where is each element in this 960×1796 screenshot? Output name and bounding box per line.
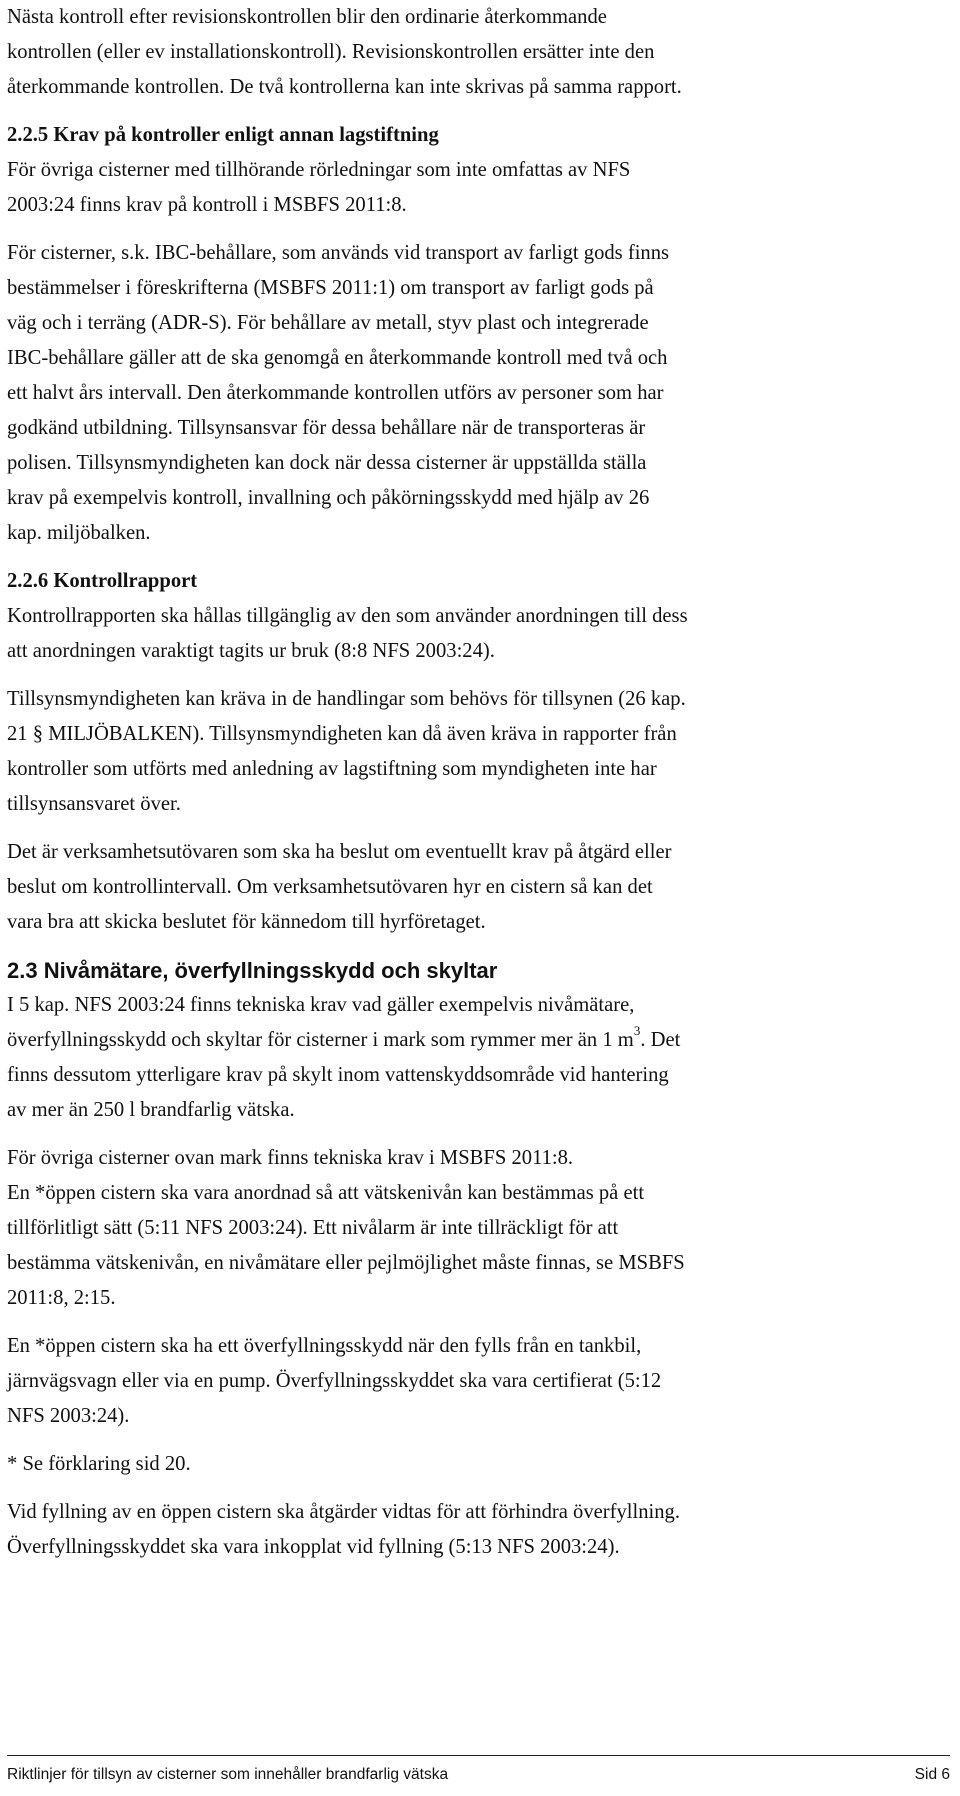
text-line: NFS 2003:24).: [7, 1405, 130, 1427]
text-line: vara bra att skicka beslutet för kännedom till hyrföretaget.: [7, 911, 486, 933]
footer-title: Riktlinjer för tillsyn av cisterner som innehåller brandfarlig vätska: [7, 1766, 449, 1783]
document-body: [7, 0, 953, 1578]
text-line: bestämma vätskenivån, en nivåmätare eller pejlmöjlighet måste finnas, se MSBFS: [7, 1252, 685, 1274]
text-line: 21 § MILJÖBALKEN). Tillsynsmyndigheten kan då även kräva in rapporter från: [7, 723, 677, 745]
text-line: För cisterner, s.k. IBC-behållare, som används vid transport av farligt gods finns: [7, 242, 670, 264]
superscript: 3: [633, 1023, 641, 1039]
paragraph: [7, 682, 953, 822]
text-line: För övriga cisterner ovan mark finns tekniska krav i MSBFS 2011:8.: [7, 1147, 574, 1169]
text-line: Kontrollrapporten ska hållas tillgänglig av den som använder anordningen till dess: [7, 605, 688, 627]
text-line: ett halvt års intervall. Den återkommande kontrollen utförs av personer som har: [7, 382, 664, 404]
page-footer: [7, 1755, 950, 1787]
text-line: 2011:8, 2:15.: [7, 1287, 116, 1309]
paragraph: [7, 599, 953, 669]
text-line: finns dessutom ytterligare krav på skylt inom vattenskyddsområde vid hantering: [7, 1064, 669, 1086]
heading-2-2-5: 2.2.5 Krav på kontroller enligt annan lagstiftning: [7, 124, 439, 146]
paragraph: [7, 988, 953, 1128]
intro-paragraph: [7, 0, 953, 105]
text-line: polisen. Tillsynsmyndigheten kan dock när dessa cisterner är uppställda ställa: [7, 452, 647, 474]
text-line: krav på exempelvis kontroll, invallning och påkörningsskydd med hjälp av 26: [7, 487, 650, 509]
text-line: kap. miljöbalken.: [7, 522, 151, 544]
text-segment: överfyllningsskydd och skyltar för cisterner i mark som rymmer mer än 1 m: [7, 1029, 634, 1051]
text-line: Vid fyllning av en öppen cistern ska åtgärder vidtas för att förhindra överfyllning.: [7, 1501, 681, 1523]
text-line: tillsynsansvaret över.: [7, 793, 181, 815]
page-number: Sid 6: [914, 1766, 950, 1783]
text-line: I 5 kap. NFS 2003:24 finns tekniska krav vad gäller exempelvis nivåmätare,: [7, 994, 635, 1016]
text-line: Nästa kontroll efter revisionskontrollen blir den ordinarie återkommande: [7, 6, 607, 28]
text-line: tillförlitligt sätt (5:11 NFS 2003:24). Ett nivålarm är inte tillräckligt för att: [7, 1217, 619, 1239]
text-segment: . Det: [640, 1029, 681, 1051]
paragraph: [7, 1329, 953, 1434]
text-line: godkänd utbildning. Tillsynsansvar för dessa behållare när de transporteras är: [7, 417, 646, 439]
text-line: 2003:24 finns krav på kontroll i MSBFS 2011:8.: [7, 194, 407, 216]
text-line: kontrollen (eller ev installationskontroll). Revisionskontrollen ersätter inte den: [7, 41, 655, 63]
text-line: Tillsynsmyndigheten kan kräva in de handlingar som behövs för tillsynen (26 kap.: [7, 688, 686, 710]
paragraph: [7, 1495, 953, 1565]
text-line: kontroller som utförts med anledning av lagstiftning som myndigheten inte har: [7, 758, 657, 780]
text-line: återkommande kontrollen. De två kontrollerna kan inte skrivas på samma rapport.: [7, 76, 682, 98]
text-line: [7, 1023, 953, 1058]
paragraph: [7, 153, 953, 223]
paragraph: [7, 1141, 953, 1316]
text-line: Det är verksamhetsutövaren som ska ha beslut om eventuellt krav på åtgärd eller: [7, 841, 672, 863]
text-line: IBC-behållare gäller att de ska genomgå en återkommande kontroll med två och: [7, 347, 668, 369]
text-line: järnvägsvagn eller via en pump. Överfyllningsskyddet ska vara certifierat (5:12: [7, 1370, 662, 1392]
paragraph: [7, 236, 953, 551]
text-line: * Se förklaring sid 20.: [7, 1453, 191, 1475]
text-line: För övriga cisterner med tillhörande rörledningar som inte omfattas av NFS: [7, 159, 631, 181]
text-line: av mer än 250 l brandfarlig vätska.: [7, 1099, 295, 1121]
text-line: En *öppen cistern ska vara anordnad så att vätskenivån kan bestämmas på ett: [7, 1182, 645, 1204]
paragraph: [7, 835, 953, 940]
footnote-reference: [7, 1447, 953, 1482]
heading-2-2-6: 2.2.6 Kontrollrapport: [7, 570, 198, 592]
text-line: Överfyllningsskyddet ska vara inkopplat vid fyllning (5:13 NFS 2003:24).: [7, 1536, 620, 1558]
text-line: beslut om kontrollintervall. Om verksamhetsutövaren hyr en cistern så kan det: [7, 876, 653, 898]
text-line: En *öppen cistern ska ha ett överfyllningsskydd när den fylls från en tankbil,: [7, 1335, 642, 1357]
text-line: bestämmelser i föreskrifterna (MSBFS 2011:1) om transport av farligt gods på: [7, 277, 654, 299]
text-line: att anordningen varaktigt tagits ur bruk (8:8 NFS 2003:24).: [7, 640, 495, 662]
heading-2-3: 2.3 Nivåmätare, överfyllningsskydd och skyltar: [7, 958, 498, 983]
text-line: väg och i terräng (ADR-S). För behållare av metall, styv plast och integrerade: [7, 312, 649, 334]
